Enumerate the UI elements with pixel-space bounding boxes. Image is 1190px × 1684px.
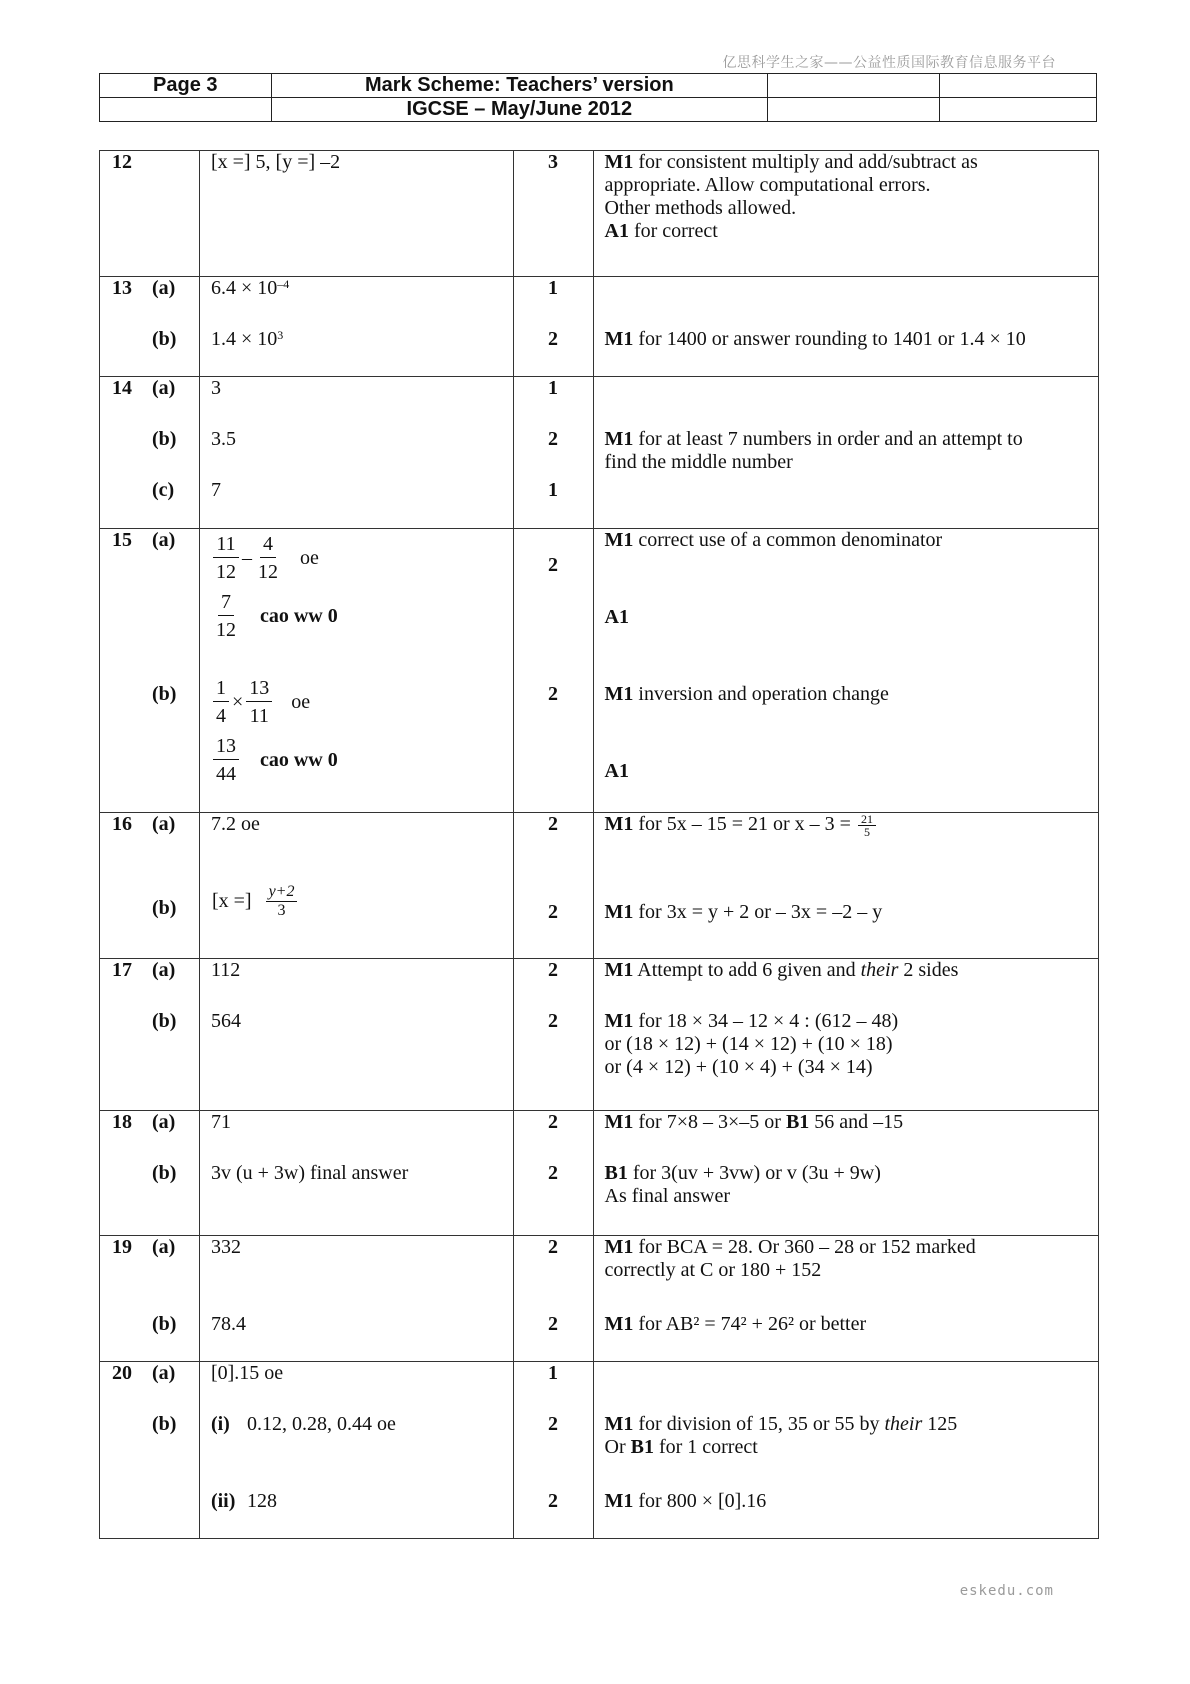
- mark-scheme-table: [99, 150, 1099, 1539]
- part-label: (a): [152, 529, 176, 551]
- page-header-table: [99, 73, 1097, 122]
- part-label: (a): [152, 377, 176, 399]
- answer: [x =] 5, [y =] –2: [210, 151, 341, 173]
- guidance: M1 for 7×8 – 3×–5 or B1 56 and –15: [604, 1111, 904, 1133]
- answer: [x =] $\frac{y+2}{3}$: [200, 883, 513, 920]
- answer: 564: [210, 1010, 241, 1032]
- marks: 2: [548, 1236, 559, 1258]
- part-label: (b): [152, 1010, 177, 1032]
- guidance: M1 for consistent multiply and add/subtract as appropriate. Allow computational errors. Other methods allowed. A1 for correct: [604, 151, 978, 242]
- marks: 2: [548, 428, 559, 450]
- answer: 3v (u + 3w) final answer: [210, 1162, 409, 1184]
- marks: 1: [548, 377, 559, 399]
- marks: 3: [548, 151, 559, 173]
- guidance: M1 for 3x = y + 2 or – 3x = –2 – y: [604, 901, 883, 923]
- marks: 2: [548, 1111, 559, 1133]
- marks: 2: [548, 1162, 559, 1184]
- question-number: 18: [112, 1111, 132, 1133]
- marks: 2: [548, 1010, 559, 1032]
- guidance: M1 correct use of a common denominator: [604, 529, 943, 551]
- answer: $\frac{1}{4}$ × $\frac{13}{11}$ oe: [200, 675, 513, 733]
- part-label: (a): [152, 277, 176, 299]
- marks: 2: [548, 813, 559, 835]
- guidance: M1 for 5x – 15 = 21 or x – 3 = $\frac{21}{5}$: [594, 813, 1099, 901]
- guidance: M1 for 1400 or answer rounding to 1401 or 1.4 × 10: [604, 328, 1026, 350]
- question-number: 20: [112, 1362, 132, 1384]
- answer: (ii) 128: [210, 1490, 277, 1512]
- guidance: B1 for 3(uv + 3vw) or v (3u + 9w) As final answer: [604, 1162, 881, 1207]
- footer-text: eskedu.com: [959, 1583, 1054, 1599]
- marks: 2: [548, 554, 559, 576]
- answer: 112: [210, 959, 241, 981]
- marks: 2: [548, 328, 559, 350]
- header-empty-cell: [768, 98, 939, 122]
- part-label: (b): [152, 328, 177, 350]
- answer: 332: [210, 1236, 241, 1258]
- header-empty-cell: [939, 74, 1096, 98]
- answer: 7.2 oe: [210, 813, 260, 835]
- answer: $\frac{13}{44}$ cao ww 0: [200, 733, 513, 788]
- part-label: (b): [152, 1162, 177, 1184]
- table-row: [100, 959, 1099, 1111]
- page-number: Page 3: [100, 74, 272, 98]
- guidance: M1 for division of 15, 35 or 55 by their 125 Or B1 for 1 correct: [604, 1413, 958, 1458]
- question-number: 15: [112, 529, 132, 551]
- guidance: M1 for AB² = 74² + 26² or better: [604, 1313, 867, 1335]
- part-label: (a): [152, 959, 176, 981]
- guidance: M1 for BCA = 28. Or 360 – 28 or 152 marked correctly at C or 180 + 152: [604, 1236, 976, 1281]
- part-label: (a): [152, 813, 176, 835]
- question-number: 19: [112, 1236, 132, 1258]
- watermark-text: 亿思科学生之家——公益性质国际教育信息服务平台: [722, 55, 1056, 71]
- table-row: [100, 1111, 1099, 1236]
- guidance: M1 inversion and operation change: [604, 683, 889, 705]
- answer: [0].15 oe: [210, 1362, 284, 1384]
- marks: 2: [548, 1413, 559, 1435]
- table-row: [100, 151, 1099, 277]
- answer: $\frac{11}{12}$ – $\frac{4}{12}$ oe: [200, 531, 513, 589]
- header-empty-cell: [100, 98, 272, 122]
- part-label: (b): [152, 897, 177, 919]
- answer: (i) 0.12, 0.28, 0.44 oe: [210, 1413, 396, 1435]
- part-label: (c): [152, 479, 175, 501]
- marks: 2: [548, 1313, 559, 1335]
- question-number: 16: [112, 813, 132, 835]
- marks: 2: [548, 959, 559, 981]
- question-number: 14: [112, 377, 132, 399]
- guidance: M1 for 800 × [0].16: [604, 1490, 767, 1512]
- guidance: M1 for 18 × 34 – 12 × 4 : (612 – 48) or (18 × 12) + (14 × 12) + (10 × 18) or (4 × 12) + (10 × 4) + (34 × 14): [604, 1010, 899, 1078]
- marks: 2: [548, 683, 559, 705]
- part-label: (b): [152, 428, 177, 450]
- marks: 2: [548, 901, 559, 923]
- question-number: 13: [112, 277, 132, 299]
- answer: 71: [210, 1111, 231, 1133]
- question-number: 12: [112, 151, 132, 173]
- answer: 7: [210, 479, 221, 501]
- part-label: (b): [152, 683, 177, 705]
- header-empty-cell: [768, 74, 939, 98]
- guidance: M1 for at least 7 numbers in order and an attempt to find the middle number: [604, 428, 1023, 473]
- guidance: A1: [604, 606, 629, 628]
- answer: 1.4 × 10 $^3$: [210, 328, 284, 350]
- guidance: M1 Attempt to add 6 given and their 2 sides: [604, 959, 959, 981]
- part-label: (b): [152, 1313, 177, 1335]
- table-row: [100, 529, 1099, 813]
- guidance: A1: [604, 760, 629, 782]
- exam-session: IGCSE – May/June 2012: [271, 98, 768, 122]
- table-row: [100, 1362, 1099, 1539]
- marks: 1: [548, 1362, 559, 1384]
- marks: 1: [548, 277, 559, 299]
- table-row: [100, 1236, 1099, 1362]
- answer: 3: [210, 377, 221, 399]
- part-label: (a): [152, 1111, 176, 1133]
- marks: 2: [548, 1490, 559, 1512]
- table-row: [100, 813, 1099, 959]
- answer: 78.4: [210, 1313, 246, 1335]
- header-empty-cell: [939, 98, 1096, 122]
- table-row: [100, 377, 1099, 529]
- answer: 3.5: [210, 428, 236, 450]
- answer: $\frac{7}{12}$ cao ww 0: [215, 591, 338, 641]
- marks: 1: [548, 479, 559, 501]
- answer: 6.4 × 10 $^{-4}$: [210, 277, 290, 299]
- question-number: 17: [112, 959, 132, 981]
- table-row: [100, 277, 1099, 377]
- part-label: (b): [152, 1413, 177, 1435]
- part-label: (a): [152, 1236, 176, 1258]
- document-title: Mark Scheme: Teachers’ version: [271, 74, 768, 98]
- part-label: (a): [152, 1362, 176, 1384]
